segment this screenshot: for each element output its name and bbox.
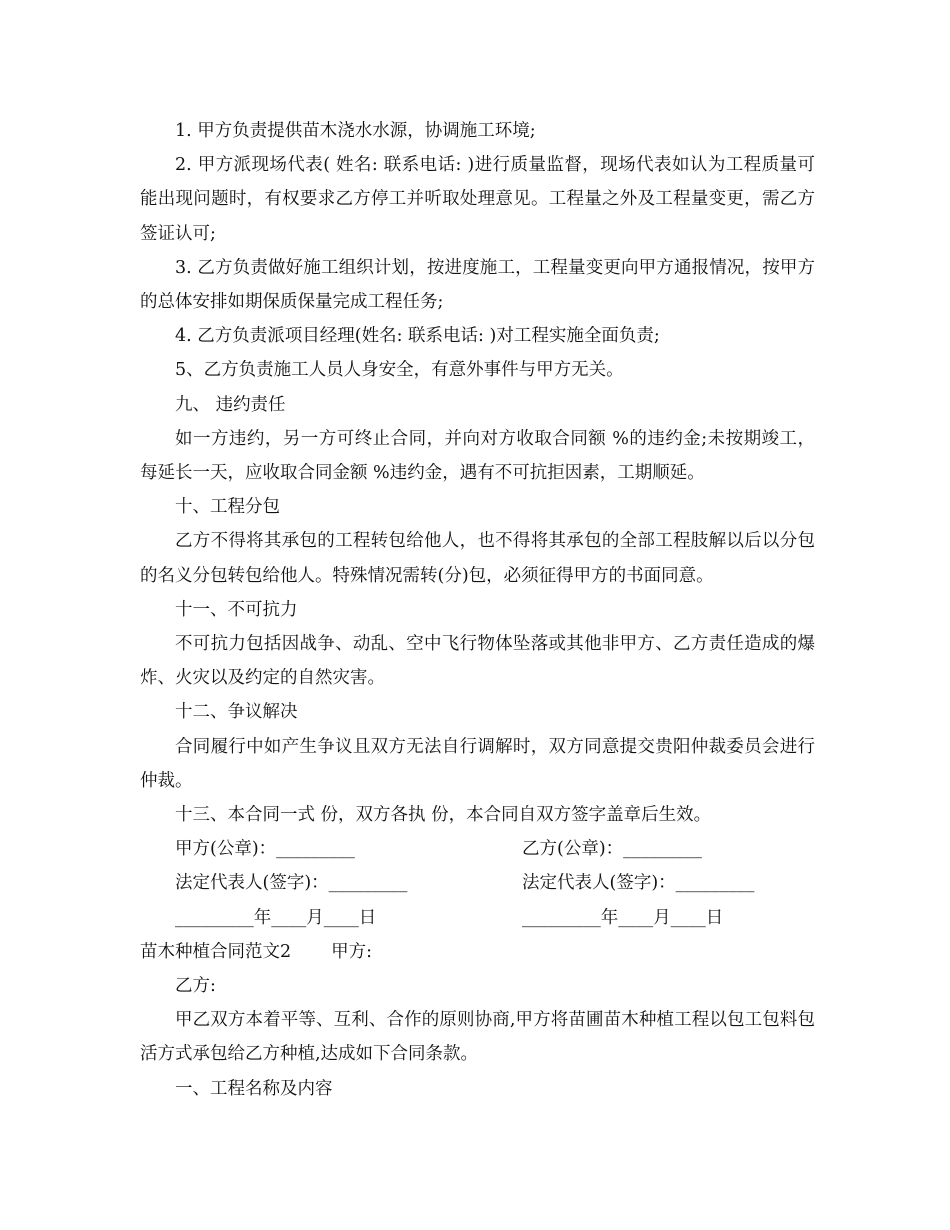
document-body xyxy=(140,114,815,1106)
signature-row-rep xyxy=(140,866,815,900)
party-a-seal-field: 甲方(公章)：_________ xyxy=(175,839,355,860)
clause-p3: 3. 乙方负责做好施工组织计划，按进度施工，工程量变更向甲方通报情况，按甲方的总体安排如期保质保量完成工程任务; xyxy=(140,257,815,313)
clause-p2: 2. 甲方派现场代表( 姓名: 联系电话: )进行质量监督，现场代表如认为工程质量可能出现问题时，有权要求乙方停工并听取处理意见。工程量之外及工程量变更，需乙方签证认可; xyxy=(140,155,815,244)
second-contract-title: 苗木种植合同范文2 xyxy=(140,941,292,962)
section-heading-12: 十二、争议解决 xyxy=(175,702,298,723)
section-heading-9: 九、 违约责任 xyxy=(175,394,286,415)
section-body-12: 合同履行中如产生争议且双方无法自行调解时，双方同意提交贵阳仲裁委员会进行仲裁。 xyxy=(140,736,815,791)
section-13: 十三、本合同一式 份，双方各执 份，本合同自双方签字盖章后生效。 xyxy=(175,805,712,826)
section-body-9: 如一方违约，另一方可终止合同，并向对方收取合同额 %的违约金;未按期竣工，每延长一天，应收取合同金额 %违约金，遇有不可抗拒因素，工期顺延。 xyxy=(140,428,815,484)
second-contract-party-a: 甲方: xyxy=(331,941,373,962)
second-contract-intro: 甲乙双方本着平等、互利、合作的原则协商,甲方将苗圃苗木种植工程以包工包料包活方式承包给乙方种植,达成如下合同条款。 xyxy=(140,1010,815,1065)
section-body-11: 不可抗力包括因战争、动乱、空中飞行物体坠落或其他非甲方、乙方责任造成的爆炸、火灾以及约定的自然灾害。 xyxy=(140,634,815,689)
section-body-10: 乙方不得将其承包的工程转包给他人，也不得将其承包的全部工程肢解以后以分包的名义分包转包给他人。特殊情况需转(分)包，必须征得甲方的书面同意。 xyxy=(140,531,815,586)
signature-row-date xyxy=(140,901,815,935)
second-contract-party-b: 乙方: xyxy=(175,976,216,997)
second-contract-header xyxy=(140,935,815,969)
party-b-seal-field: 乙方(公章)：_________ xyxy=(522,839,702,860)
clause-p5: 5、乙方负责施工人员人身安全，有意外事件与甲方无关。 xyxy=(175,360,624,381)
section-heading-10: 十、工程分包 xyxy=(175,497,280,518)
clause-p1: 1. 甲方负责提供苗木浇水水源，协调施工环境; xyxy=(175,121,536,141)
party-a-date-field: _________年____月____日 xyxy=(175,907,377,928)
second-contract-section-1: 一、工程名称及内容 xyxy=(175,1078,333,1099)
section-heading-11: 十一、不可抗力 xyxy=(175,599,298,620)
clause-p4: 4. 乙方负责派项目经理(姓名: 联系电话: )对工程实施全面负责; xyxy=(175,326,660,347)
party-a-rep-field: 法定代表人(签字)：_________ xyxy=(175,873,408,894)
party-b-date-field: _________年____月____日 xyxy=(522,907,724,928)
party-b-rep-field: 法定代表人(签字)：_________ xyxy=(522,873,755,894)
signature-row-seal xyxy=(140,832,815,866)
